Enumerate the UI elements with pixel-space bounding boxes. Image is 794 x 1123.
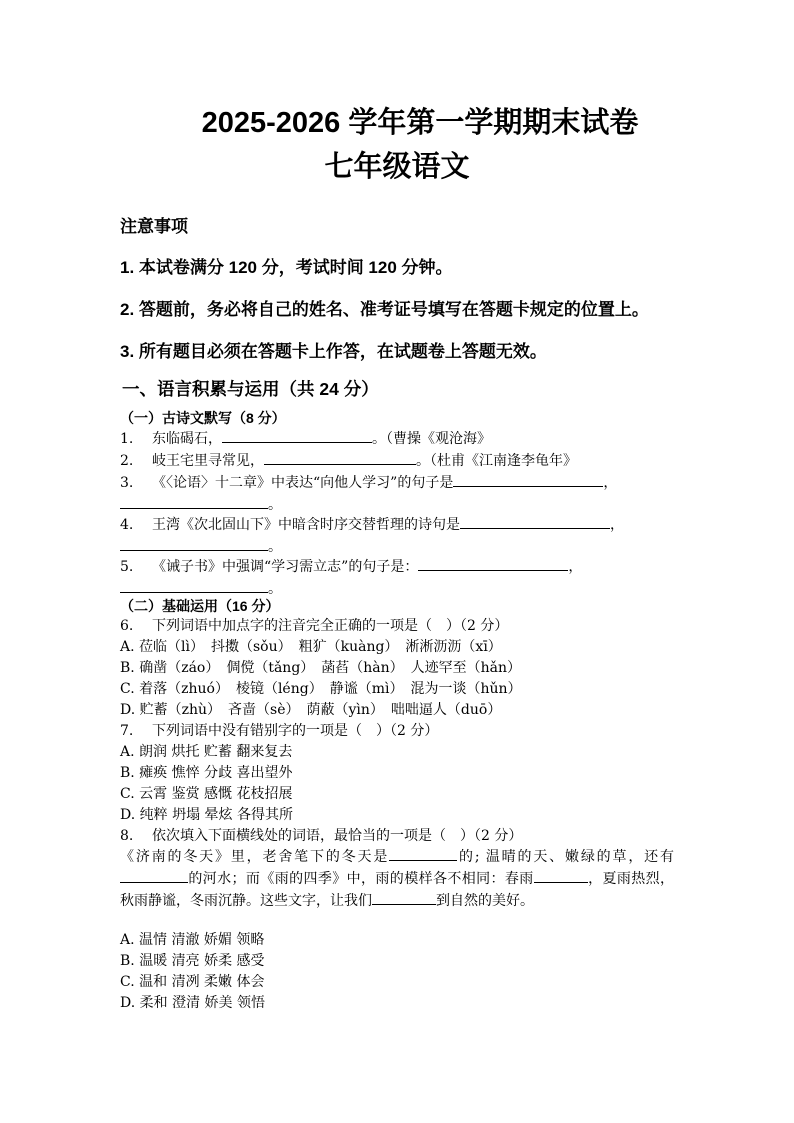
question-4 xyxy=(120,514,624,535)
question-number: 5. xyxy=(120,559,134,575)
question-3-cont xyxy=(120,494,282,515)
q6-option-c: C. 着落（zhuó） 棱镜（léng） 静谧（mì） 混为一谈（hǔn） xyxy=(120,681,522,697)
passage-text: 《济南的冬天》里，老舍笔下的冬天是 xyxy=(120,849,390,865)
part2-title: （二）基础运用（16 分） xyxy=(120,598,280,614)
answer-blank[interactable] xyxy=(120,868,188,883)
notice-item-3: 3. 所有题目必须在答题卡上作答，在试题卷上答题无效。 xyxy=(120,342,547,361)
question-text: 王湾《次北固山下》中暗含时序交替哲理的诗句是 xyxy=(152,517,460,533)
period: 。 xyxy=(268,539,282,555)
q6-option-d: D. 贮蓄（zhù） 吝啬（sè） 荫蔽（yìn） 咄咄逼人（duō） xyxy=(120,702,502,718)
question-number: 1. xyxy=(120,431,134,447)
answer-blank[interactable] xyxy=(534,868,588,883)
question-7 xyxy=(120,721,438,741)
question-stem: 下列词语中加点字的注音完全正确的一项是（ ）（2 分） xyxy=(152,618,509,634)
period: 。 xyxy=(268,497,282,513)
q7-option-a: A. 朗润 烘托 贮蓄 翻来复去 xyxy=(120,744,293,760)
q6-option-a: A. 莅临（lì） 抖擞（sǒu） 粗犷（kuàng） 淅淅沥沥（xī） xyxy=(120,639,502,655)
exam-title: 2025-2026 学年第一学期期末试卷 xyxy=(201,107,639,139)
question-3 xyxy=(120,472,617,493)
q8-passage xyxy=(120,846,674,912)
q7-option-d: D. 纯粹 坍塌 晕炫 各得其所 xyxy=(120,807,293,823)
question-text: 《诫子书》中强调“学习需立志”的句子是： xyxy=(152,559,419,575)
answer-blank[interactable] xyxy=(460,514,610,529)
question-number: 6. xyxy=(120,618,134,634)
question-8 xyxy=(120,826,522,846)
question-stem: 下列词语中没有错别字的一项是（ ）（2 分） xyxy=(152,723,439,739)
answer-blank[interactable] xyxy=(222,428,372,443)
q8-option-c: C. 温和 清冽 柔嫩 体会 xyxy=(120,974,265,990)
q6-option-b: B. 确凿（záo） 倜傥（tǎng） 菡萏（hàn） 人迹罕至（hǎn） xyxy=(120,660,522,676)
q7-option-b: B. 瘫痪 憔悴 分歧 喜出望外 xyxy=(120,765,293,781)
comma: ， xyxy=(603,475,618,491)
question-1 xyxy=(120,428,491,449)
q8-option-b: B. 温暖 清亮 娇柔 感受 xyxy=(120,953,265,969)
passage-text: 到自然的美好。 xyxy=(436,893,534,909)
q8-option-a: A. 温情 清澈 娇媚 领略 xyxy=(120,932,265,948)
answer-blank[interactable] xyxy=(120,536,268,551)
passage-text: ，夏雨热烈，秋雨静谧，冬雨沉静。这些文字，让我们 xyxy=(120,871,675,909)
answer-blank[interactable] xyxy=(453,472,603,487)
question-number: 2. xyxy=(120,453,134,469)
answer-blank[interactable] xyxy=(264,450,416,465)
question-text: 岐王宅里寻常见， xyxy=(152,453,264,469)
question-number: 7. xyxy=(120,723,134,739)
part1-title: （一）古诗文默写（8 分） xyxy=(120,410,286,426)
section-title: 一、语言积累与运用（共 24 分） xyxy=(122,379,379,399)
period: 。 xyxy=(268,581,282,597)
passage-text: 的; 温晴的天、嫩绿的草，还有 xyxy=(457,849,675,865)
question-number: 3. xyxy=(120,475,134,491)
q7-option-c: C. 云霄 鉴赏 感慨 花枝招展 xyxy=(120,786,293,802)
question-number: 8. xyxy=(120,828,134,844)
notice-item-2: 2. 答题前，务必将自己的姓名、准考证号填写在答题卡规定的位置上。 xyxy=(120,300,649,319)
question-stem: 依次填入下面横线处的词语，最恰当的一项是（ ）（2 分） xyxy=(152,828,523,844)
notice-heading: 注意事项 xyxy=(120,217,188,236)
question-source: 。（曹操《观沧海》 xyxy=(372,431,491,447)
question-text: 东临碣石， xyxy=(152,431,222,447)
answer-blank[interactable] xyxy=(372,890,436,905)
question-number: 4. xyxy=(120,517,134,533)
answer-blank[interactable] xyxy=(120,494,268,509)
exam-subtitle: 七年级语文 xyxy=(324,151,470,183)
comma: ， xyxy=(610,517,624,533)
question-source: 。（杜甫《江南逢李龟年》 xyxy=(416,453,577,469)
answer-blank[interactable] xyxy=(389,846,457,861)
notice-item-1: 1. 本试卷满分 120 分，考试时间 120 分钟。 xyxy=(120,258,453,277)
question-text: 《〈论语〉十二章》中表达“向他人学习”的句子是 xyxy=(152,475,454,491)
question-6 xyxy=(120,616,508,636)
answer-blank[interactable] xyxy=(120,578,268,593)
question-5 xyxy=(120,556,582,577)
answer-blank[interactable] xyxy=(418,556,568,571)
question-2 xyxy=(120,450,577,471)
comma: ， xyxy=(568,559,583,575)
q8-option-d: D. 柔和 澄清 娇美 领悟 xyxy=(120,995,265,1011)
passage-text: 的河水；而《雨的四季》中，雨的模样各不相同：春雨 xyxy=(188,871,534,887)
question-4-cont xyxy=(120,536,282,557)
